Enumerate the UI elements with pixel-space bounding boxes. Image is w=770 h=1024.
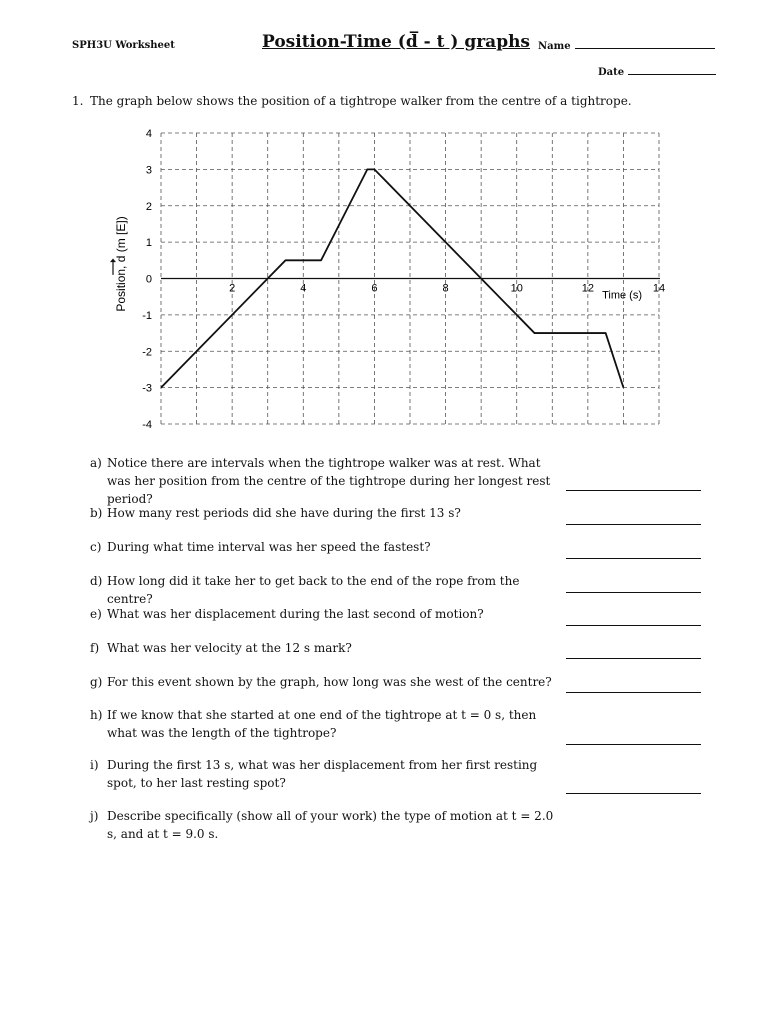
- y-tick-label: -1: [142, 309, 152, 322]
- answer-line-g[interactable]: [566, 692, 701, 693]
- y-tick-label: -3: [142, 382, 152, 395]
- course-label: SPH3U Worksheet: [72, 40, 175, 51]
- name-label: Name: [538, 41, 571, 52]
- answer-line-b[interactable]: [566, 524, 701, 525]
- answer-line-c[interactable]: [566, 558, 701, 559]
- name-blank[interactable]: [575, 40, 715, 49]
- question-label: c): [90, 540, 102, 554]
- answer-line-e[interactable]: [566, 625, 701, 626]
- question-label: a): [90, 456, 102, 470]
- name-field[interactable]: [538, 40, 715, 52]
- y-tick-label: 0: [145, 273, 152, 286]
- question-label: g): [90, 675, 103, 689]
- question-text: How long did it take her to get back to the end of the rope from the centre?: [107, 574, 520, 606]
- question-text: What was her velocity at the 12 s mark?: [107, 641, 352, 655]
- y-tick-label: 3: [145, 164, 152, 177]
- answer-line-i[interactable]: [566, 793, 701, 794]
- y-tick-label: -2: [142, 346, 152, 359]
- question-label: h): [90, 708, 103, 722]
- question-1: [72, 94, 632, 108]
- page-title: Position-Time (d̅ - t ) graphs: [262, 32, 531, 52]
- question-label: e): [90, 607, 102, 621]
- question-text: For this event shown by the graph, how long was she west of the centre?: [107, 675, 552, 689]
- question-text: Describe specifically (show all of your work) the type of motion at t = 2.0 s, and at t = 9.0 s.: [107, 809, 554, 841]
- y-axis-label: Position, d (m [E]): [114, 216, 128, 312]
- date-label: Date: [598, 67, 625, 78]
- answer-line-f[interactable]: [566, 658, 701, 659]
- question-text: If we know that she started at one end of the tightrope at t = 0 s, then what was the length of the tightrope?: [107, 708, 537, 740]
- question-label: b): [90, 506, 103, 520]
- y-tick-label: -4: [142, 419, 152, 431]
- y-tick-label: 1: [145, 237, 152, 250]
- answer-line-a[interactable]: [566, 490, 701, 491]
- x-tick-label: 6: [371, 282, 378, 295]
- x-tick-label: 10: [510, 282, 523, 295]
- position-time-chart: [100, 120, 680, 438]
- x-tick-label: 12: [581, 282, 594, 295]
- question-text: How many rest periods did she have during the first 13 s?: [107, 506, 461, 520]
- question-text: What was her displacement during the last second of motion?: [107, 607, 484, 621]
- chart-tick-labels: [142, 128, 665, 431]
- question-label: f): [90, 641, 100, 655]
- x-tick-label: 4: [300, 282, 307, 295]
- answer-line-d[interactable]: [566, 592, 701, 593]
- question-1-number: 1.: [72, 94, 84, 108]
- question-label: j): [90, 809, 99, 823]
- y-tick-label: 4: [145, 128, 152, 140]
- x-axis-label: Time (s): [602, 289, 643, 302]
- question-text: Notice there are intervals when the tightrope walker was at rest. What was her position from the centre of the tightrope during her longest rest period?: [107, 456, 551, 506]
- question-text: During the first 13 s, what was her displacement from her first resting spot, to her last resting spot?: [107, 758, 538, 790]
- date-blank[interactable]: [628, 66, 716, 75]
- x-tick-label: 14: [652, 282, 666, 295]
- date-field[interactable]: [598, 66, 716, 78]
- x-tick-label: 8: [442, 282, 449, 295]
- question-label: i): [90, 758, 99, 772]
- question-1-text: The graph below shows the position of a tightrope walker from the centre of a tightrope.: [90, 94, 632, 108]
- x-tick-label: 2: [229, 282, 236, 295]
- question-label: d): [90, 574, 103, 588]
- answer-line-h[interactable]: [566, 744, 701, 745]
- y-tick-label: 2: [145, 200, 152, 213]
- question-text: During what time interval was her speed the fastest?: [107, 540, 431, 554]
